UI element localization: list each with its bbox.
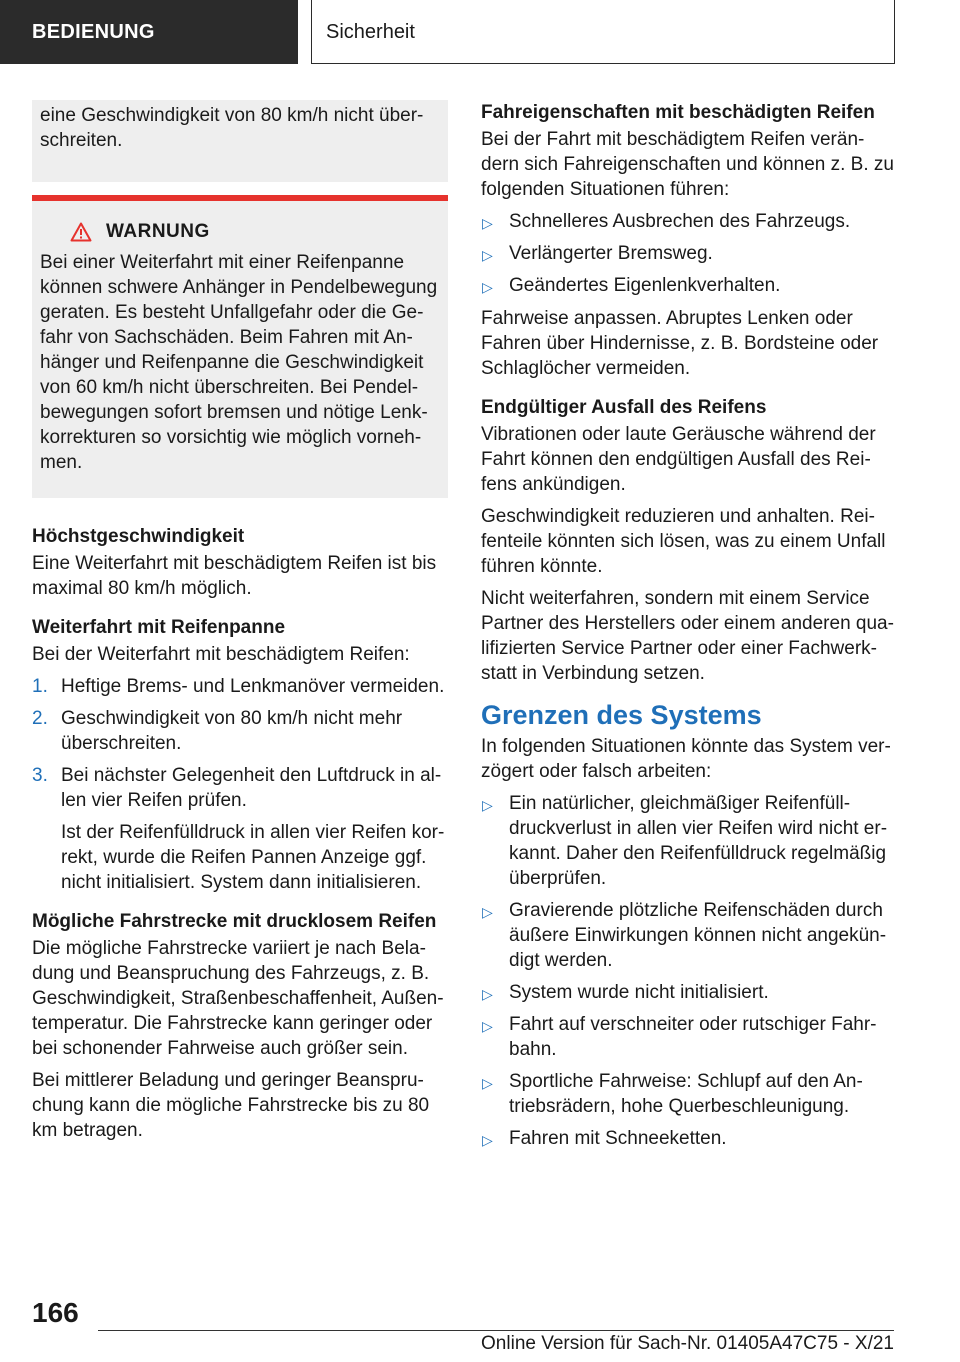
paragraph-flat-tire-driving: Bei der Weiterfahrt mit beschädigtem Reifen: xyxy=(32,644,410,665)
triangle-right-icon: ▷ xyxy=(482,247,493,263)
heading-system-limits: Grenzen des Systems xyxy=(481,700,762,730)
triangle-right-icon: ▷ xyxy=(482,279,493,295)
paragraph-tire-failure-3: Nicht weiterfahren, sondern mit einem Service Partner des Herstellers oder einem anderen qualifizierten Service Partner oder einer Fachwerkstatt in Verbindung setzen. xyxy=(481,588,894,684)
paragraph-tire-failure-1: Vibrationen oder laute Geräusche während der Fahrt können den endgültigen Ausfall des Reifens ankündigen. xyxy=(481,424,876,495)
list-item xyxy=(481,1126,896,1151)
right-column xyxy=(481,100,896,1159)
step-number: 3. xyxy=(32,765,48,786)
paragraph-range-1: Die mögliche Fahrstrecke variiert je nach Beladung und Beanspruchung des Fahrzeugs, z. B. Geschwindigkeit, Straßenbeschaffenheit, Außentemperatur. Die Fahrstrecke kann geringer oder bei schonender Fahrweise auch größer sein. xyxy=(32,938,444,1059)
warning-box xyxy=(32,195,448,498)
list-item-text: Fahrt auf verschneiter oder rutschiger Fahrbahn. xyxy=(509,1014,877,1060)
paragraph-tire-failure-2: Geschwindigkeit reduzieren und anhalten. Reifenteile könnten sich lösen, was zu einem Unfall führen könnte. xyxy=(481,506,886,577)
list-item xyxy=(32,706,448,756)
warning-triangle-icon xyxy=(70,222,92,242)
left-column xyxy=(32,100,448,1150)
step-text: Bei nächster Gelegenheit den Luftdruck in allen vier Reifen prüfen. xyxy=(61,765,442,811)
step-number: 1. xyxy=(32,676,48,697)
triangle-right-icon: ▷ xyxy=(482,986,493,1002)
heading-max-speed: Höchstgeschwindigkeit xyxy=(32,526,245,547)
list-item-text: Gravierende plötzliche Reifenschäden durch äußere Einwirkungen können nicht angekündigt werden. xyxy=(509,900,887,971)
list-item-text: Ein natürlicher, gleichmäßiger Reifenfülldruckverlust in allen vier Reifen wird nicht erkannt. Daher den Reifenfülldruck regelmäßig überprüfen. xyxy=(509,793,888,889)
heading-flat-tire-driving: Weiterfahrt mit Reifenpanne xyxy=(32,617,286,638)
page-number: 166 xyxy=(32,1297,79,1328)
list-item-text: System wurde nicht initialisiert. xyxy=(509,982,769,1003)
heading-driving-properties: Fahreigenschaften mit beschädigten Reifen xyxy=(481,102,875,123)
heading-range: Mögliche Fahrstrecke mit drucklosem Reifen xyxy=(32,911,437,932)
step-text: Heftige Brems- und Lenkmanöver vermeiden. xyxy=(61,676,445,697)
properties-list xyxy=(481,209,896,298)
paragraph-range-2: Bei mittlerer Beladung und geringer Beanspruchung kann die mögliche Fahrstrecke bis zu 80 km betragen. xyxy=(32,1070,430,1141)
list-item xyxy=(481,791,896,891)
steps-list xyxy=(32,674,448,895)
list-item-text: Verlängerter Bremsweg. xyxy=(509,243,713,264)
limits-list xyxy=(481,791,896,1151)
triangle-right-icon: ▷ xyxy=(482,215,493,231)
list-item xyxy=(481,980,896,1005)
paragraph-max-speed: Eine Weiterfahrt mit beschädigtem Reifen ist bis maximal 80 km/h möglich. xyxy=(32,553,437,599)
list-item xyxy=(481,209,896,234)
triangle-right-icon: ▷ xyxy=(482,1075,493,1091)
subsection-tab: Sicherheit xyxy=(311,0,895,64)
step-text: Geschwindigkeit von 80 km/h nicht mehr überschreiten. xyxy=(61,708,403,754)
paragraph-adapt-driving: Fahrweise anpassen. Abruptes Lenken oder Fahren über Hindernisse, z. B. Bordsteine oder Schlaglöcher vermeiden. xyxy=(481,308,879,379)
list-item xyxy=(481,241,896,266)
paragraph-system-limits: In folgenden Situationen könnte das System verzögert oder falsch arbeiten: xyxy=(481,736,891,782)
warning-heading xyxy=(70,219,440,244)
footer-divider xyxy=(98,1330,894,1331)
triangle-right-icon: ▷ xyxy=(482,904,493,920)
list-item-text: Geändertes Eigenlenkverhalten. xyxy=(509,275,781,296)
list-item-text: Sportliche Fahrweise: Schlupf auf den Antriebsrädern, hohe Querbeschleunigung. xyxy=(509,1071,863,1117)
list-item xyxy=(481,1012,896,1062)
list-item xyxy=(32,763,448,895)
list-item-text: Schnelleres Ausbrechen des Fahrzeugs. xyxy=(509,211,851,232)
heading-tire-failure: Endgültiger Ausfall des Reifens xyxy=(481,397,767,418)
triangle-right-icon: ▷ xyxy=(482,1132,493,1148)
section-tab: BEDIENUNG xyxy=(0,0,298,64)
step-subtext: Ist der Reifenfülldruck in allen vier Reifen korrekt, wurde die Reifen Pannen Anzeige ggf. nicht initialisiert. System dann initialisieren. xyxy=(61,822,445,893)
continued-note-box xyxy=(32,100,448,182)
triangle-right-icon: ▷ xyxy=(482,1018,493,1034)
footer-text: Online Version für Sach-Nr. 01405A47C75 - X/21 xyxy=(481,1333,894,1354)
list-item xyxy=(481,898,896,973)
continued-note-text: eine Geschwindigkeit von 80 km/h nicht überschreiten. xyxy=(40,105,424,151)
paragraph-driving-properties: Bei der Fahrt mit beschädigtem Reifen verändern sich Fahreigenschaften und können z. B. zu folgenden Situationen führen: xyxy=(481,129,894,200)
list-item xyxy=(481,273,896,298)
step-number: 2. xyxy=(32,708,48,729)
warning-title: WARNUNG xyxy=(106,221,210,242)
warning-text: Bei einer Weiterfahrt mit einer Reifenpanne können schwere Anhänger in Pendelbewegung geraten. Es besteht Unfallgefahr oder die Gefahr von Sachschäden. Beim Fahren mit Anhänger und Reifenpanne die Geschwindigkeit von 60 km/h nicht überschreiten. Bei Pendelbewegungen sofort bremsen und nötige Lenkkorrekturen so vorsichtig wie möglich vornehmen. xyxy=(40,252,438,473)
page-header xyxy=(0,0,960,66)
list-item xyxy=(481,1069,896,1119)
list-item-text: Fahren mit Schneeketten. xyxy=(509,1128,727,1149)
triangle-right-icon: ▷ xyxy=(482,797,493,813)
list-item xyxy=(32,674,448,699)
